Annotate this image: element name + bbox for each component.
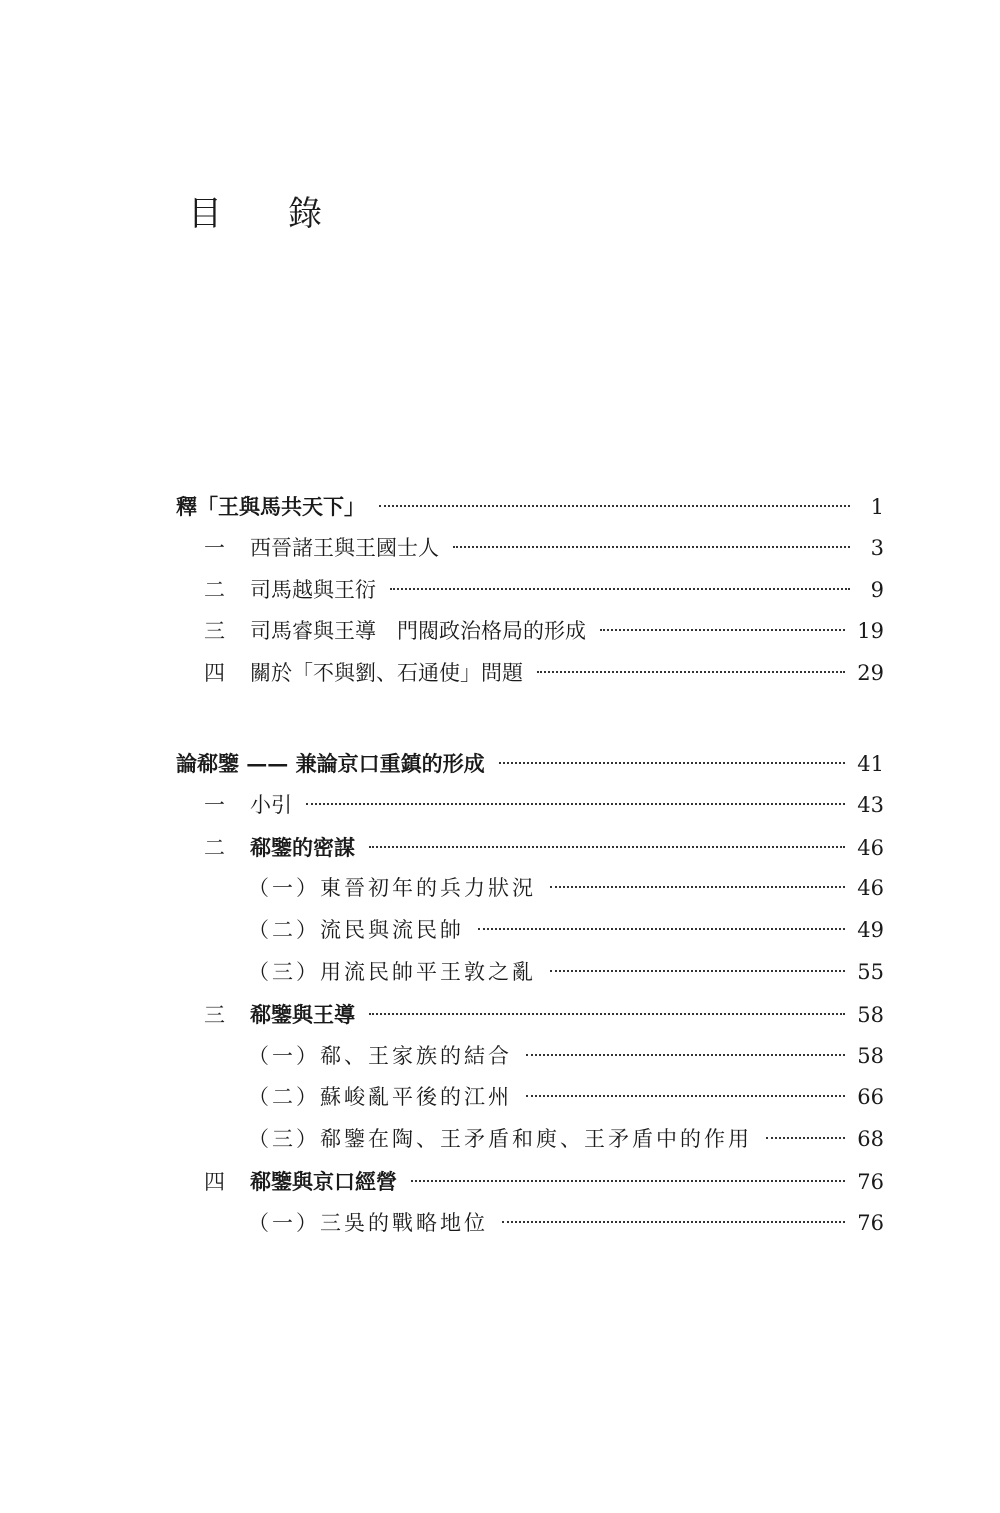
toc-section[interactable] bbox=[176, 994, 884, 1036]
toc-section[interactable] bbox=[176, 528, 884, 570]
toc-page-number: 55 bbox=[857, 959, 884, 984]
toc-subsection[interactable] bbox=[176, 868, 884, 910]
toc-subsection-title: （三）用流民帥平王敦之亂 bbox=[248, 959, 536, 984]
toc-part-title: 釋「王與馬共天下」 bbox=[176, 494, 365, 519]
toc-section-numeral: 一 bbox=[204, 792, 225, 817]
toc-page-number: 43 bbox=[857, 792, 884, 817]
dot-leader bbox=[369, 846, 845, 848]
toc-page-number: 41 bbox=[857, 751, 884, 776]
toc-section-title: 郗鑒與王導 bbox=[250, 1001, 355, 1027]
toc-section-title: 西晉諸王與王國士人 bbox=[250, 535, 439, 560]
dot-leader bbox=[766, 1137, 845, 1139]
toc-page-number: 58 bbox=[857, 1002, 884, 1027]
toc-section[interactable] bbox=[176, 785, 884, 827]
toc-section[interactable] bbox=[176, 570, 884, 612]
page-title bbox=[188, 190, 322, 238]
toc-section-title: 郗鑒與京口經營 bbox=[250, 1168, 397, 1194]
toc-subsection[interactable] bbox=[176, 952, 884, 994]
dot-leader bbox=[526, 1095, 845, 1097]
dot-leader bbox=[550, 886, 845, 888]
toc-page-number: 49 bbox=[857, 918, 884, 943]
toc-subsection[interactable] bbox=[176, 1203, 884, 1245]
toc-page-number: 58 bbox=[857, 1043, 884, 1068]
dot-leader bbox=[478, 928, 845, 930]
page-title-char-2: 錄 bbox=[288, 194, 322, 234]
toc-section-numeral: 四 bbox=[204, 1169, 225, 1194]
toc-page-number: 46 bbox=[857, 876, 884, 901]
toc-section-numeral: 三 bbox=[204, 619, 225, 644]
toc-section-numeral: 三 bbox=[204, 1002, 225, 1027]
toc-page-number: 1 bbox=[870, 495, 884, 519]
toc-page-number: 76 bbox=[857, 1210, 884, 1235]
toc-part-2[interactable] bbox=[176, 743, 884, 785]
dot-leader bbox=[390, 588, 850, 590]
toc-section-title: 司馬睿與王導 門閥政治格局的形成 bbox=[250, 619, 586, 644]
toc-subsection-title: （三）郗鑒在陶、王矛盾和庾、王矛盾中的作用 bbox=[248, 1127, 752, 1152]
table-of-contents bbox=[176, 486, 884, 1245]
toc-section[interactable] bbox=[176, 827, 884, 869]
toc-subsection-title: （一）三吳的戰略地位 bbox=[248, 1210, 488, 1235]
toc-subsection[interactable] bbox=[176, 1036, 884, 1078]
toc-section-numeral: 二 bbox=[204, 835, 225, 860]
toc-section[interactable] bbox=[176, 653, 884, 695]
dot-leader bbox=[379, 505, 850, 507]
toc-section[interactable] bbox=[176, 611, 884, 653]
dot-leader bbox=[550, 970, 845, 972]
dot-leader bbox=[411, 1180, 845, 1182]
toc-section-numeral: 四 bbox=[204, 661, 225, 686]
toc-subsection-title: （一）郗、王家族的結合 bbox=[248, 1043, 512, 1068]
toc-section-title: 郗鑒的密謀 bbox=[250, 834, 355, 860]
toc-page-number: 46 bbox=[857, 835, 884, 860]
toc-section-title: 小引 bbox=[250, 792, 292, 817]
dot-leader bbox=[499, 762, 846, 764]
dot-leader bbox=[369, 1013, 845, 1015]
toc-page-number: 76 bbox=[857, 1169, 884, 1194]
dot-leader bbox=[306, 803, 845, 805]
toc-part-1[interactable] bbox=[176, 486, 884, 528]
toc-subsection-title: （二）蘇峻亂平後的江州 bbox=[248, 1085, 512, 1110]
dot-leader bbox=[526, 1054, 845, 1056]
toc-part-title: 論郗鑒 —— 兼論京口重鎮的形成 bbox=[176, 750, 485, 776]
toc-page-number: 66 bbox=[857, 1085, 884, 1110]
toc-section-title: 關於「不與劉、石通使」問題 bbox=[250, 661, 523, 686]
dot-leader bbox=[600, 629, 845, 631]
toc-subsection-title: （一）東晉初年的兵力狀況 bbox=[248, 876, 536, 901]
toc-subsection-title: （二）流民與流民帥 bbox=[248, 918, 464, 943]
toc-page-number: 19 bbox=[857, 619, 884, 644]
toc-section-numeral: 二 bbox=[204, 577, 225, 602]
toc-section[interactable] bbox=[176, 1161, 884, 1203]
toc-page-number: 3 bbox=[870, 535, 884, 560]
toc-page-number: 68 bbox=[857, 1127, 884, 1152]
page-title-char-1: 目 bbox=[188, 194, 222, 234]
toc-subsection[interactable] bbox=[176, 1077, 884, 1119]
dot-leader bbox=[502, 1221, 845, 1223]
dot-leader bbox=[453, 546, 850, 548]
toc-page-number: 29 bbox=[857, 661, 884, 686]
toc-page-number: 9 bbox=[870, 577, 884, 602]
dot-leader bbox=[537, 671, 845, 673]
toc-subsection[interactable] bbox=[176, 1119, 884, 1161]
toc-section-numeral: 一 bbox=[204, 535, 225, 560]
toc-section-title: 司馬越與王衍 bbox=[250, 577, 376, 602]
toc-subsection[interactable] bbox=[176, 910, 884, 952]
